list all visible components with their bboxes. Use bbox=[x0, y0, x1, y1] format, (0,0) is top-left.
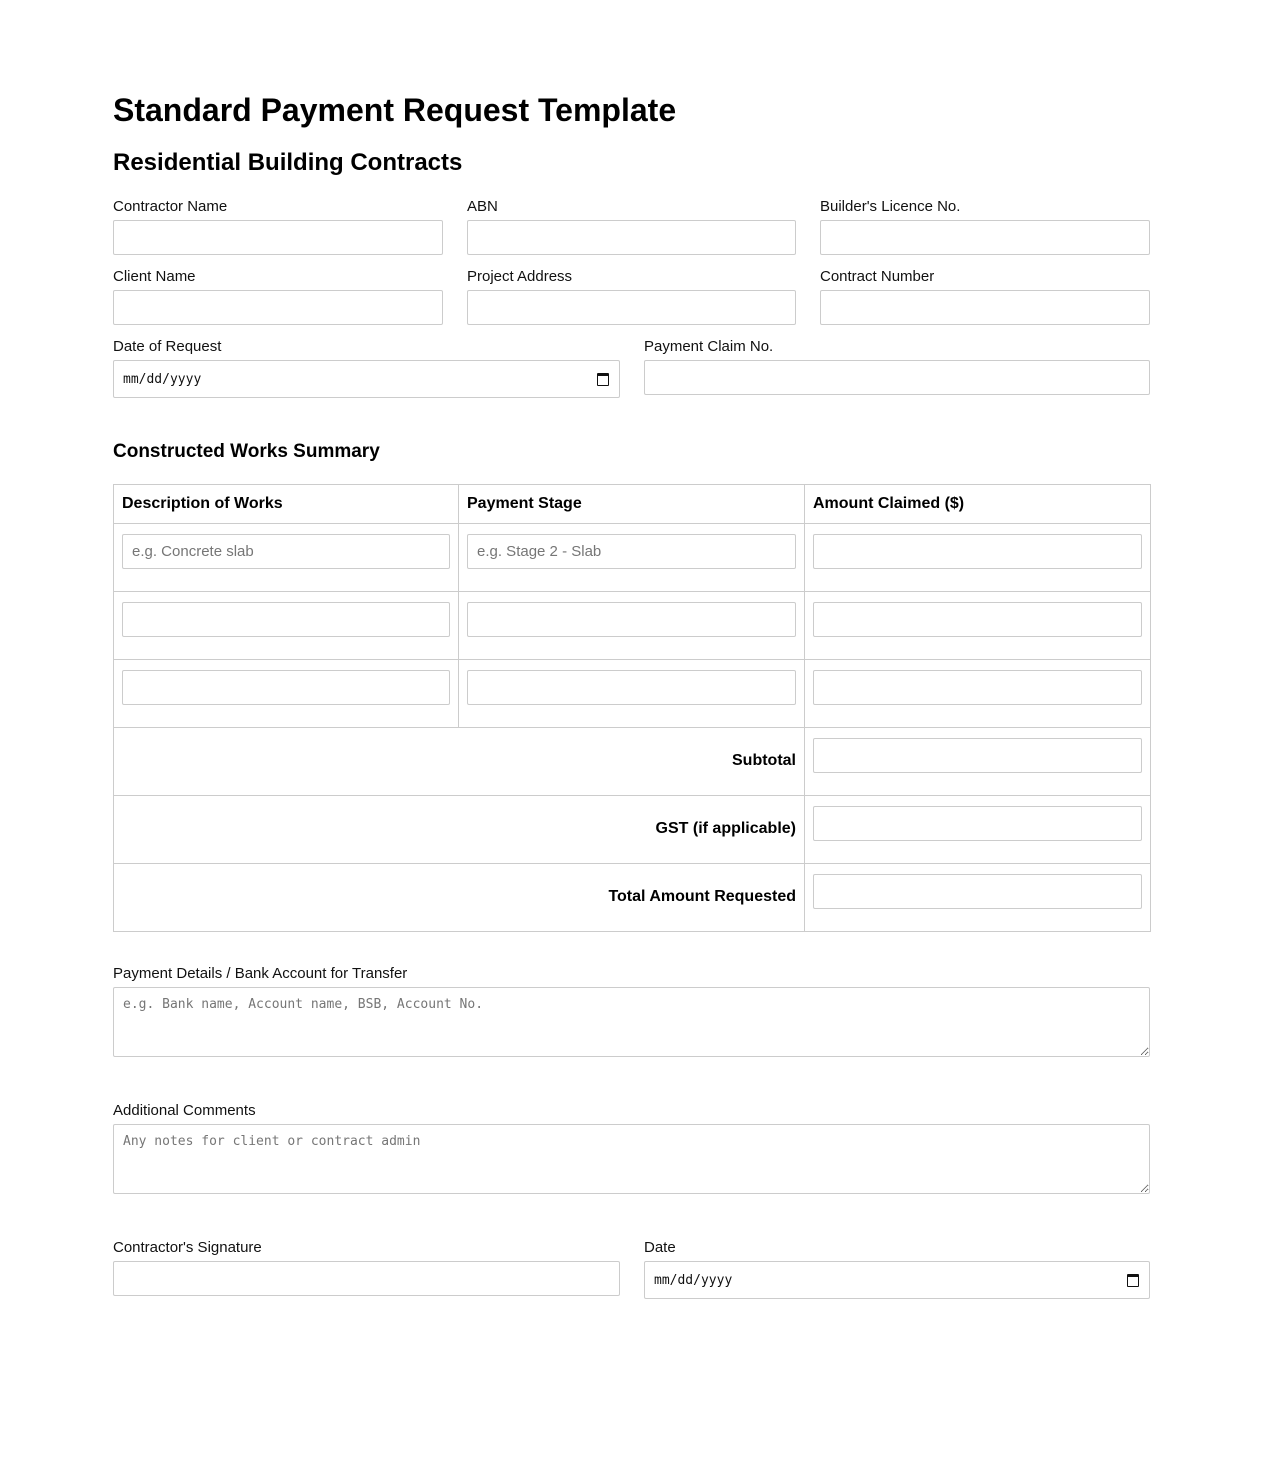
works-table bbox=[113, 484, 1151, 932]
project-address-label: Project Address bbox=[467, 268, 573, 285]
sign-date-label: Date bbox=[644, 1239, 676, 1256]
signature-label: Contractor's Signature bbox=[113, 1239, 262, 1256]
column-header-payment-stage: Payment Stage bbox=[459, 485, 805, 524]
amount-claimed-input[interactable] bbox=[813, 534, 1142, 569]
column-header-amount-claimed: Amount Claimed ($) bbox=[805, 485, 1151, 524]
calendar-icon[interactable] bbox=[1127, 1274, 1139, 1287]
client-name-label: Client Name bbox=[113, 268, 196, 285]
payment-stage-input[interactable] bbox=[467, 534, 796, 569]
additional-comments-textarea[interactable] bbox=[113, 1124, 1150, 1194]
date-of-request-input[interactable] bbox=[113, 360, 620, 398]
total-amount-label: Total Amount Requested bbox=[608, 887, 796, 905]
table-row bbox=[114, 524, 1151, 592]
payment-claim-no-label: Payment Claim No. bbox=[644, 338, 774, 355]
additional-comments-label: Additional Comments bbox=[113, 1102, 256, 1119]
page-subtitle: Residential Building Contracts bbox=[113, 149, 463, 176]
builders-licence-input[interactable] bbox=[820, 220, 1150, 255]
gst-row bbox=[114, 796, 1151, 864]
contract-number-input[interactable] bbox=[820, 290, 1150, 325]
description-input[interactable] bbox=[122, 534, 450, 569]
payment-stage-input[interactable] bbox=[467, 602, 796, 637]
payment-details-label: Payment Details / Bank Account for Transfer bbox=[113, 965, 408, 982]
date-of-request-label: Date of Request bbox=[113, 338, 222, 355]
contractor-name-label: Contractor Name bbox=[113, 198, 228, 215]
subtotal-input[interactable] bbox=[813, 738, 1142, 773]
subtotal-label: Subtotal bbox=[732, 751, 796, 769]
sign-date-value: mm/dd/yyyy bbox=[654, 1272, 733, 1288]
table-row bbox=[114, 592, 1151, 660]
page-title: Standard Payment Request Template bbox=[113, 92, 677, 128]
payment-stage-input[interactable] bbox=[467, 670, 796, 705]
total-amount-input[interactable] bbox=[813, 874, 1142, 909]
payment-details-textarea[interactable] bbox=[113, 987, 1150, 1057]
gst-input[interactable] bbox=[813, 806, 1142, 841]
amount-claimed-input[interactable] bbox=[813, 670, 1142, 705]
description-input[interactable] bbox=[122, 602, 450, 637]
client-name-input[interactable] bbox=[113, 290, 443, 325]
abn-input[interactable] bbox=[467, 220, 796, 255]
table-row bbox=[114, 660, 1151, 728]
abn-label: ABN bbox=[467, 198, 498, 215]
gst-label: GST (if applicable) bbox=[655, 819, 796, 837]
description-input[interactable] bbox=[122, 670, 450, 705]
column-header-description: Description of Works bbox=[114, 485, 459, 524]
date-of-request-value: mm/dd/yyyy bbox=[123, 371, 202, 387]
project-address-input[interactable] bbox=[467, 290, 796, 325]
payment-claim-no-input[interactable] bbox=[644, 360, 1150, 395]
subtotal-row bbox=[114, 728, 1151, 796]
works-summary-heading: Constructed Works Summary bbox=[113, 441, 380, 462]
amount-claimed-input[interactable] bbox=[813, 602, 1142, 637]
table-header-row bbox=[114, 485, 1151, 524]
total-row bbox=[114, 864, 1151, 932]
contractor-name-input[interactable] bbox=[113, 220, 443, 255]
sign-date-input[interactable] bbox=[644, 1261, 1150, 1299]
builders-licence-label: Builder's Licence No. bbox=[820, 198, 961, 215]
calendar-icon[interactable] bbox=[597, 373, 609, 386]
contract-number-label: Contract Number bbox=[820, 268, 935, 285]
signature-input[interactable] bbox=[113, 1261, 620, 1296]
